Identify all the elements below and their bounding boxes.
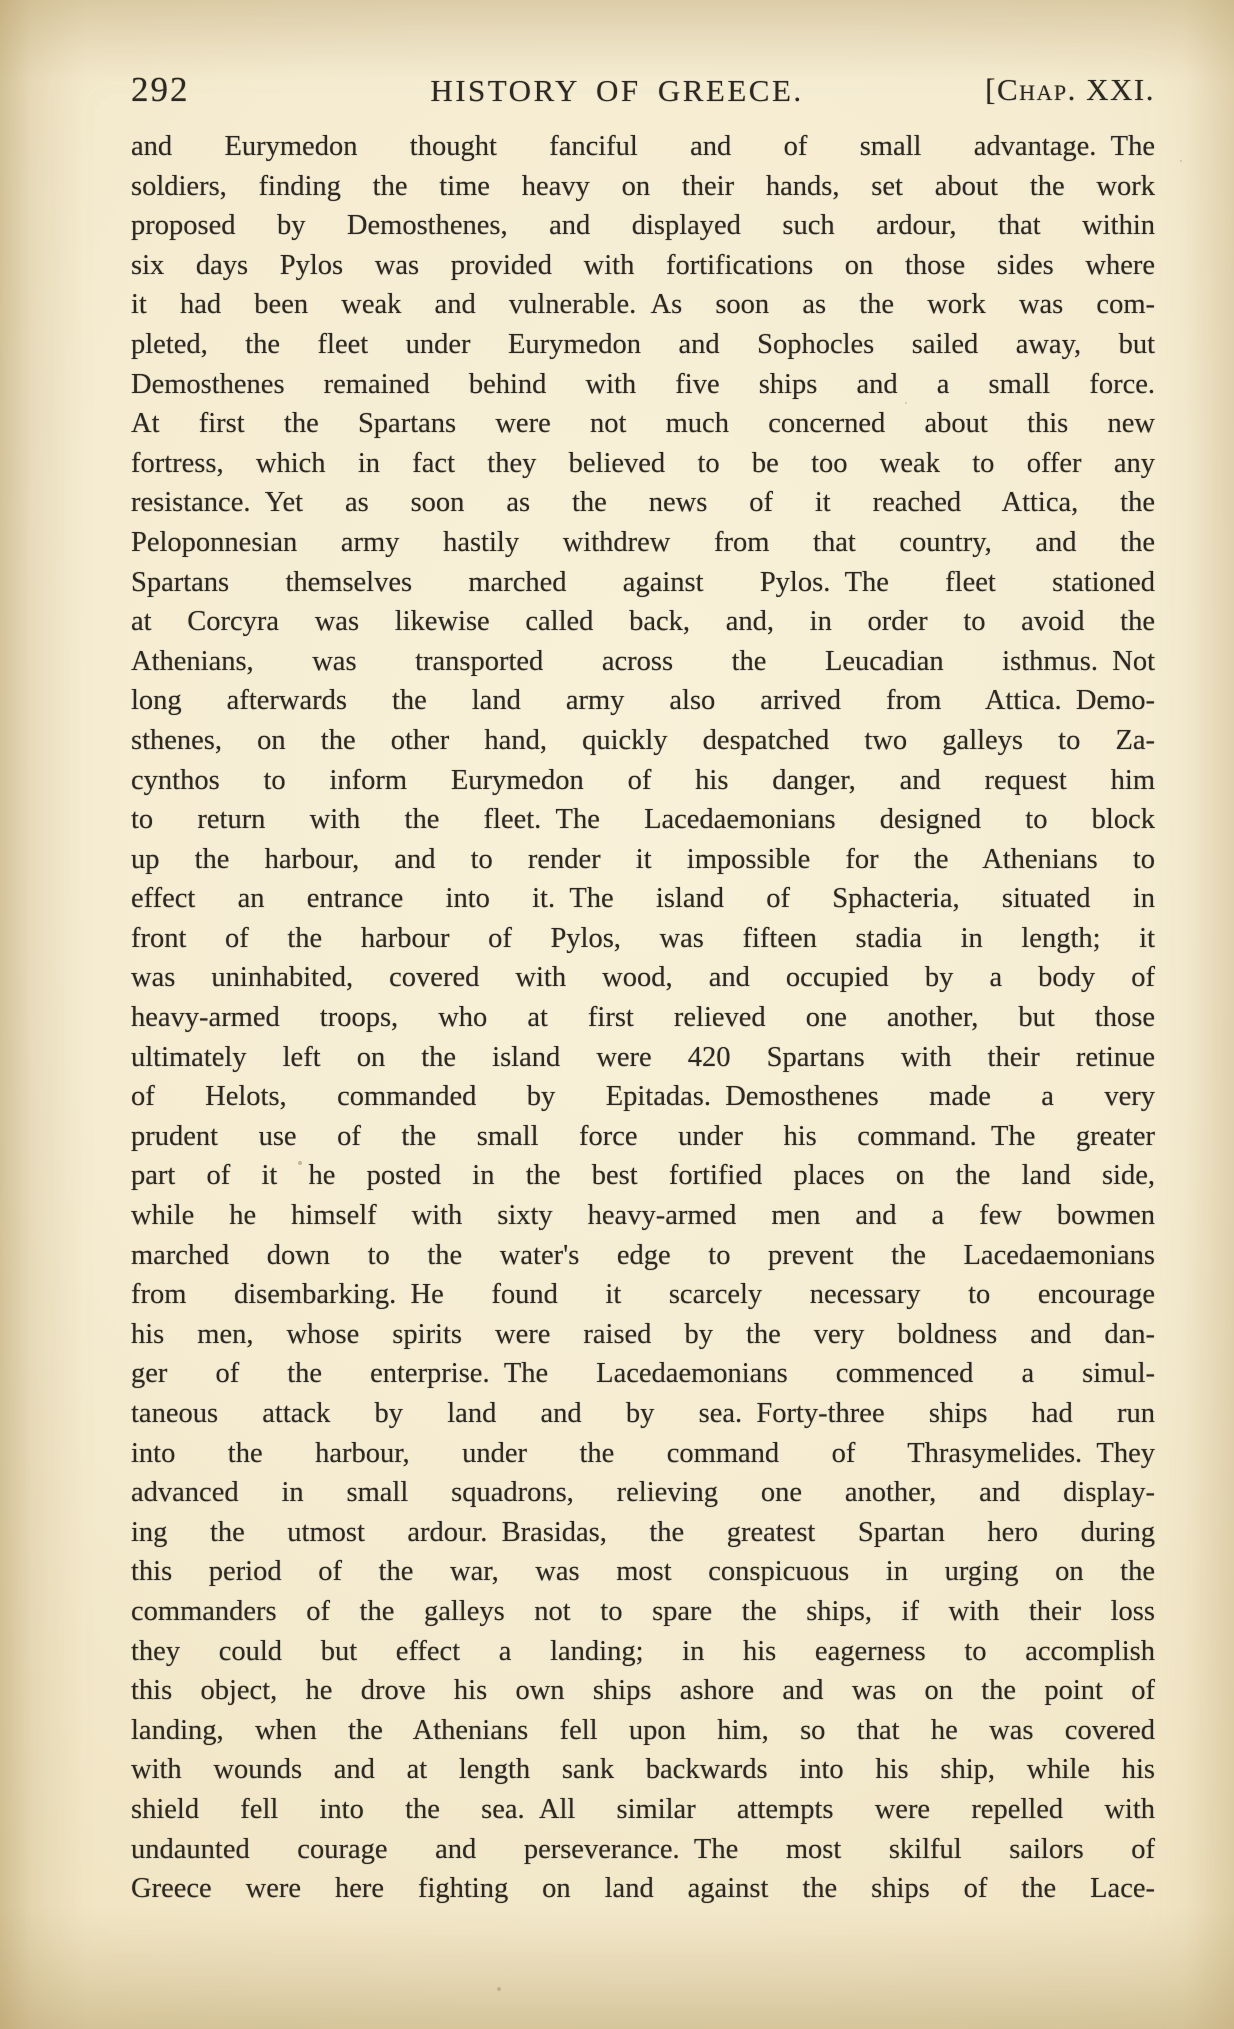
text-line: advanced in small squadrons, relieving one another, and display- — [131, 1477, 1155, 1509]
text-line: with wounds and at length sank backwards into his ship, while his — [131, 1754, 1155, 1786]
text-line: from disembarking. He found it scarcely necessary to encourage — [131, 1279, 1155, 1311]
text-line: taneous attack by land and by sea. Forty-three ships had run — [131, 1398, 1155, 1429]
text-line: At first the Spartans were not much concerned about this new — [131, 408, 1155, 440]
text-line: long afterwards the land army also arrived from Attica. Demo- — [131, 685, 1155, 717]
text-line: ing the utmost ardour. Brasidas, the greatest Spartan hero during — [131, 1516, 1155, 1548]
text-line: six days Pylos was provided with fortifications on those sides where — [131, 249, 1155, 281]
text-line: heavy-armed troops, who at first relieved one another, but those — [131, 1002, 1155, 1034]
text-line: sthenes, on the other hand, quickly despatched two galleys to Za- — [131, 724, 1155, 756]
text-line: his men, whose spirits were raised by the very boldness and dan- — [131, 1318, 1155, 1350]
text-line: it had been weak and vulnerable. As soon as the work was com- — [131, 289, 1155, 321]
text-line: this period of the war, was most conspicuous in urging on the — [131, 1556, 1155, 1588]
text-line: up the harbour, and to render it impossible for the Athenians to — [131, 843, 1155, 875]
scan-speckles — [0, 0, 2, 2]
text-line: resistance. Yet as soon as the news of it reached Attica, the — [131, 487, 1155, 519]
text-line: effect an entrance into it. The island of Sphacteria, situated in — [131, 883, 1155, 915]
text-line: this object, he drove his own ships ashore and was on the point of — [131, 1675, 1155, 1707]
chapter-reference: [Chap. XXI. — [985, 72, 1155, 107]
text-line: Demosthenes remained behind with five ships and a small force. — [131, 368, 1155, 400]
text-line: proposed by Demosthenes, and displayed such ardour, that within — [131, 210, 1155, 242]
text-line: ultimately left on the island were 420 Spartans with their retinue — [131, 1041, 1155, 1073]
text-line: fortress, which in fact they believed to be too weak to offer any — [131, 447, 1155, 479]
text-line: and Eurymedon thought fanciful and of small advantage. The — [131, 131, 1155, 162]
text-line: while he himself with sixty heavy-armed men and a few bowmen — [131, 1200, 1155, 1232]
text-line: front of the harbour of Pylos, was fifteen stadia in length; it — [131, 922, 1155, 954]
text-line: of Helots, commanded by Epitadas. Demosthenes made a very — [131, 1081, 1155, 1113]
running-head — [0, 70, 1234, 112]
running-title: HISTORY OF GREECE. — [430, 73, 804, 108]
text-line: cynthos to inform Eurymedon of his danger, and request him — [131, 764, 1155, 796]
text-line: at Corcyra was likewise called back, and, in order to avoid the — [131, 606, 1155, 638]
page-number: 292 — [131, 70, 190, 109]
text-line: shield fell into the sea. All similar attempts were repelled with — [131, 1793, 1155, 1825]
text-line: pleted, the fleet under Eurymedon and Sophocles sailed away, but — [131, 328, 1155, 360]
text-line: landing, when the Athenians fell upon him, so that he was covered — [131, 1714, 1155, 1746]
text-line: marched down to the water's edge to prevent the Lacedaemonians — [131, 1239, 1155, 1271]
text-line: was uninhabited, covered with wood, and occupied by a body of — [131, 962, 1155, 994]
text-line: to return with the fleet. The Lacedaemonians designed to block — [131, 804, 1155, 836]
text-line: Athenians, was transported across the Leucadian isthmus. Not — [131, 645, 1155, 677]
text-line: Greece were here fighting on land against the ships of the Lace- — [131, 1873, 1155, 1905]
body-text-block — [131, 127, 1155, 1909]
text-line: Peloponnesian army hastily withdrew from that country, and the — [131, 526, 1155, 558]
text-line: they could but effect a landing; in his eagerness to accomplish — [131, 1635, 1155, 1667]
text-line: soldiers, finding the time heavy on their hands, set about the work — [131, 170, 1155, 202]
text-line: undaunted courage and perseverance. The most skilful sailors of — [131, 1833, 1155, 1865]
text-line: ger of the enterprise. The Lacedaemonians commenced a simul- — [131, 1358, 1155, 1390]
text-line: into the harbour, under the command of Thrasymelides. They — [131, 1437, 1155, 1469]
text-line: commanders of the galleys not to spare the ships, if with their loss — [131, 1595, 1155, 1627]
text-line: Spartans themselves marched against Pylos. The fleet stationed — [131, 566, 1155, 598]
text-line: part of it he posted in the best fortified places on the land side, — [131, 1160, 1155, 1192]
text-line: prudent use of the small force under his command. The greater — [131, 1120, 1155, 1152]
